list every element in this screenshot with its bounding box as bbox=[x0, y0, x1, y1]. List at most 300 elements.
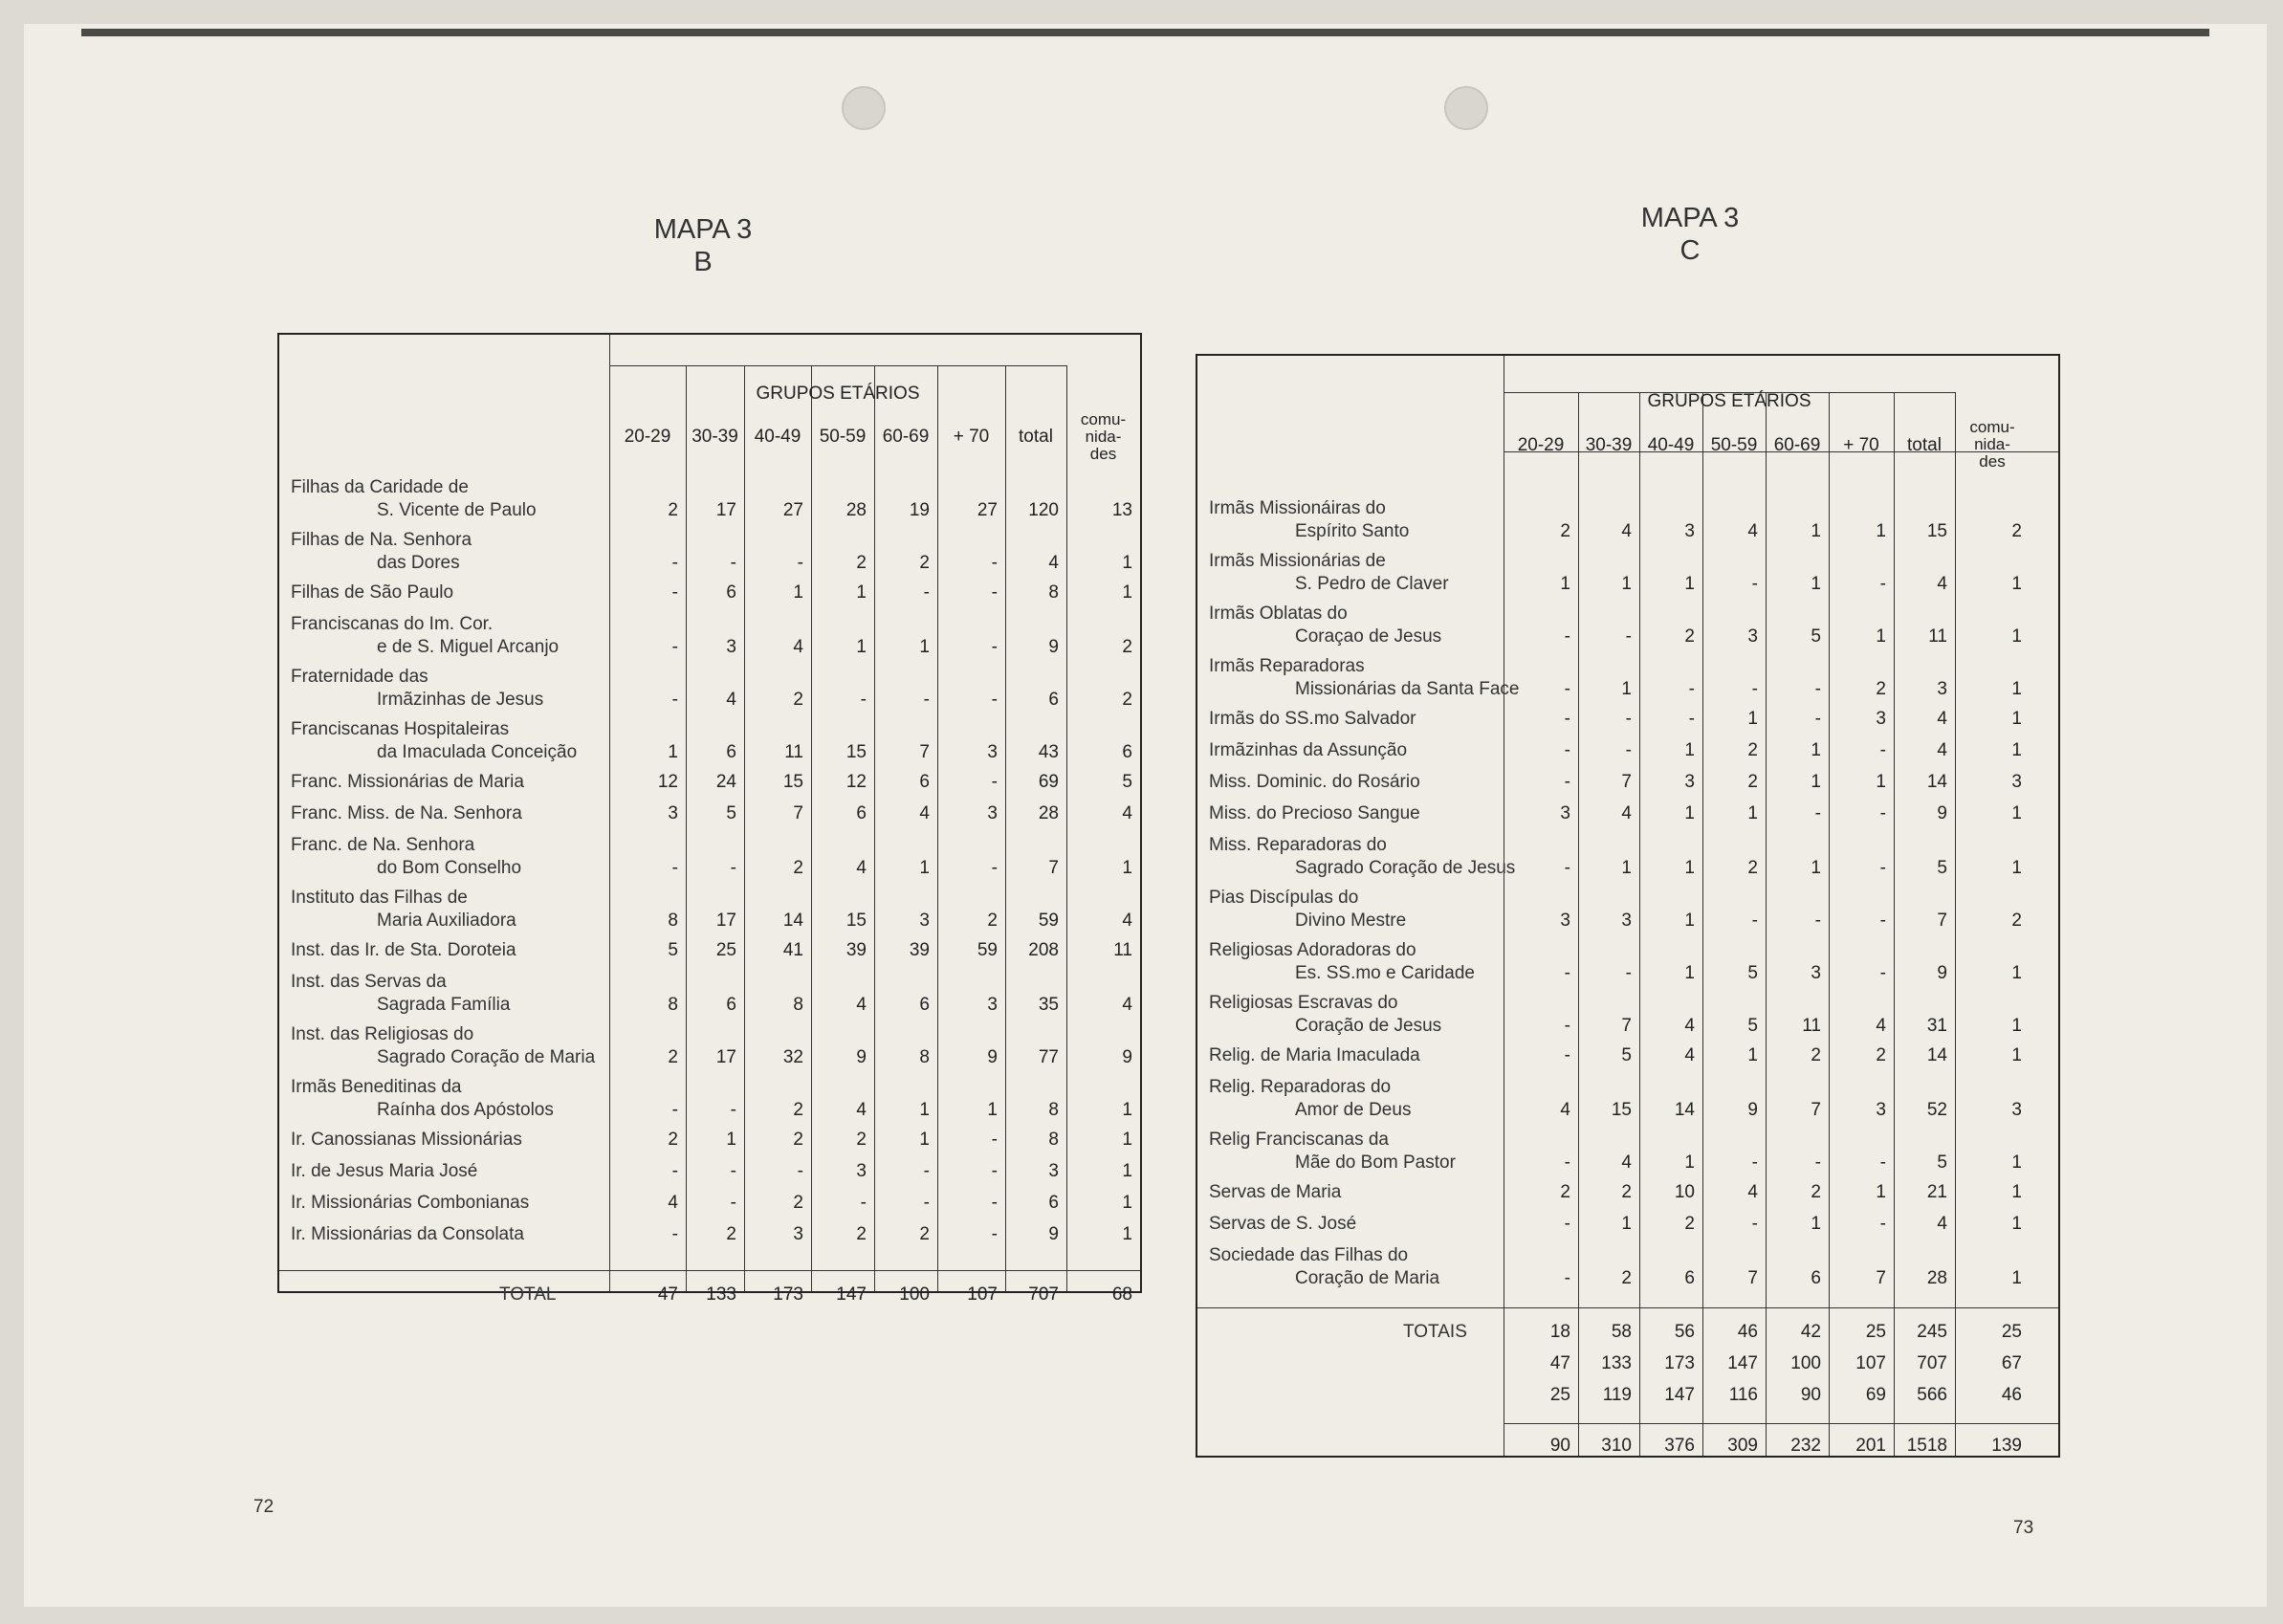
column-header-comunidades bbox=[1955, 419, 2030, 471]
table-cell: 1 bbox=[2011, 574, 2022, 594]
table-cell: 6 bbox=[1811, 1268, 1821, 1288]
row-label bbox=[1209, 708, 1416, 731]
table-cell: 1 bbox=[2011, 740, 2022, 760]
row-label bbox=[291, 666, 543, 712]
totals-cell: 147 bbox=[836, 1284, 867, 1305]
row-label-line: S. Pedro de Claver bbox=[1295, 574, 1449, 594]
table-cell: 1 bbox=[1560, 574, 1570, 594]
grand-total-cell: 201 bbox=[1855, 1436, 1886, 1456]
table-cell: 1 bbox=[2011, 1152, 2022, 1173]
row-label-line: Ir. de Jesus Maria José bbox=[291, 1161, 478, 1181]
table-cell: 1 bbox=[1747, 1045, 1758, 1065]
table-cell: 11 bbox=[784, 742, 803, 762]
table-cell: 59 bbox=[1038, 911, 1059, 931]
grand-total-cell: 139 bbox=[1991, 1436, 2022, 1456]
table-cell: - bbox=[1564, 1152, 1570, 1173]
table-cell: 28 bbox=[1038, 803, 1059, 823]
left-page-number: 72 bbox=[253, 1497, 274, 1517]
table-cell: - bbox=[923, 690, 930, 710]
row-label-line: da Imaculada Conceição bbox=[377, 742, 578, 762]
row-label bbox=[291, 613, 559, 659]
column-header-part: des bbox=[1089, 445, 1117, 463]
totals-cell: 119 bbox=[1602, 1385, 1632, 1405]
column-header: 40-49 bbox=[754, 427, 801, 447]
row-label bbox=[291, 971, 510, 1017]
table-cell: 1 bbox=[1747, 709, 1758, 729]
row-label bbox=[1209, 834, 1515, 880]
table-cell: 1 bbox=[1122, 553, 1132, 573]
row-label-line: S. Vicente de Paulo bbox=[377, 500, 537, 520]
totals-cell: 107 bbox=[967, 1284, 998, 1305]
grand-total-cell: 310 bbox=[1601, 1436, 1632, 1456]
table-cell: 7 bbox=[1048, 858, 1059, 878]
table-cell: 27 bbox=[977, 500, 998, 520]
totals-cell: 47 bbox=[1549, 1353, 1570, 1373]
totals-cell: 147 bbox=[1727, 1353, 1758, 1373]
row-label-line: Relig Franciscanas da bbox=[1209, 1130, 1389, 1150]
row-label bbox=[1209, 771, 1420, 794]
row-label bbox=[291, 718, 577, 764]
table-cell: 2 bbox=[2011, 911, 2022, 931]
row-label-line: Irmãzinhas de Jesus bbox=[377, 690, 544, 710]
table-cell: 3 bbox=[726, 637, 736, 657]
table-cell: 9 bbox=[1747, 1100, 1758, 1120]
table-cell: - bbox=[1751, 1152, 1758, 1173]
row-label-line: Inst. das Ir. de Sta. Doroteia bbox=[291, 940, 516, 960]
right-title-text: MAPA 3 bbox=[1640, 203, 1740, 233]
totals-cell: 25 bbox=[2001, 1322, 2022, 1342]
grand-total-cell: 309 bbox=[1727, 1436, 1758, 1456]
table-cell: 12 bbox=[657, 772, 678, 792]
table-cell: 4 bbox=[1122, 803, 1132, 823]
table-cell: 1 bbox=[1621, 574, 1632, 594]
table-cell: - bbox=[991, 772, 998, 792]
totals-cell: 67 bbox=[2001, 1353, 2022, 1373]
table-cell: 4 bbox=[668, 1193, 678, 1213]
row-label-line: Fraternidade das bbox=[291, 667, 428, 687]
row-label-line: Religiosas Escravas do bbox=[1209, 993, 1398, 1013]
row-label bbox=[1209, 1129, 1456, 1174]
table-cell: 1 bbox=[1811, 858, 1821, 878]
table-cell: 6 bbox=[1122, 742, 1132, 762]
table-cell: 4 bbox=[1937, 1214, 1947, 1234]
table-cell: - bbox=[1564, 1045, 1570, 1065]
totals-cell: 69 bbox=[1865, 1385, 1886, 1405]
top-edge-line bbox=[81, 29, 2209, 36]
table-cell: 2 bbox=[1621, 1182, 1632, 1202]
table-cell: 14 bbox=[1674, 1100, 1695, 1120]
row-label-line: Irmãs Missionáiras do bbox=[1209, 498, 1386, 518]
table-cell: 32 bbox=[782, 1047, 803, 1067]
table-cell: 11 bbox=[1928, 626, 1947, 647]
table-cell: 2 bbox=[793, 1193, 803, 1213]
table-cell: 2 bbox=[793, 690, 803, 710]
table-cell: - bbox=[1879, 740, 1886, 760]
totals-cell: 58 bbox=[1611, 1322, 1632, 1342]
table-cell: 2 bbox=[1560, 521, 1570, 541]
table-cell: 4 bbox=[1048, 553, 1059, 573]
table-cell: 1 bbox=[726, 1130, 736, 1150]
table-cell: 4 bbox=[856, 995, 867, 1015]
table-cell: 4 bbox=[1621, 1152, 1632, 1173]
row-label bbox=[291, 1076, 554, 1122]
group-header: GRUPOS ETÁRIOS bbox=[756, 384, 920, 404]
row-label bbox=[291, 802, 522, 825]
table-cell: 7 bbox=[793, 803, 803, 823]
left-map-title bbox=[607, 213, 799, 278]
table-cell: - bbox=[1751, 1214, 1758, 1234]
table-cell: 4 bbox=[1747, 521, 1758, 541]
table-cell: 120 bbox=[1028, 500, 1059, 520]
table-cell: 1 bbox=[2011, 1045, 2022, 1065]
table-cell: 5 bbox=[1747, 963, 1758, 983]
table-cell: 2 bbox=[793, 858, 803, 878]
row-label bbox=[1209, 1244, 1439, 1290]
table-cell: 1 bbox=[1122, 1130, 1132, 1150]
scanned-page bbox=[24, 24, 2267, 1607]
table-cell: - bbox=[671, 553, 678, 573]
column-header-part: comu- bbox=[1080, 410, 1127, 428]
table-cell: 1 bbox=[2011, 803, 2022, 823]
table-cell: 1 bbox=[919, 1100, 930, 1120]
table-cell: 2 bbox=[793, 1130, 803, 1150]
row-label-line: Sociedade das Filhas do bbox=[1209, 1245, 1409, 1265]
table-cell: - bbox=[923, 582, 930, 603]
column-header: + 70 bbox=[1843, 435, 1879, 455]
table-cell: 77 bbox=[1038, 1047, 1059, 1067]
row-label-line: Divino Mestre bbox=[1295, 911, 1407, 931]
table-cell: - bbox=[1814, 709, 1821, 729]
row-label-line: Maria Auxiliadora bbox=[377, 911, 516, 931]
table-cell: 1 bbox=[856, 582, 867, 603]
table-cell: 3 bbox=[1876, 709, 1886, 729]
table-cell: 3 bbox=[1684, 772, 1695, 792]
table-cell: 1 bbox=[987, 1100, 998, 1120]
row-label-line: Ir. Canossianas Missionárias bbox=[291, 1130, 522, 1150]
column-header: 50-59 bbox=[1710, 435, 1758, 455]
row-label bbox=[291, 1023, 595, 1069]
table-cell: 7 bbox=[1811, 1100, 1821, 1120]
totals-cell: 107 bbox=[1855, 1353, 1886, 1373]
table-cell: 9 bbox=[1048, 637, 1059, 657]
table-cell: 4 bbox=[1122, 995, 1132, 1015]
table-cell: 1 bbox=[919, 637, 930, 657]
table-cell: 5 bbox=[1937, 1152, 1947, 1173]
row-label-line: Filhas de Na. Senhora bbox=[291, 530, 472, 550]
row-label-line: Coração de Jesus bbox=[1295, 1016, 1442, 1036]
table-cell: - bbox=[1625, 740, 1632, 760]
right-age-table bbox=[1196, 354, 2060, 1458]
table-cell: 1 bbox=[1122, 582, 1132, 603]
row-label-line: do Bom Conselho bbox=[377, 858, 522, 878]
table-cell: 69 bbox=[1038, 772, 1059, 792]
right-map-title bbox=[1594, 202, 1786, 267]
table-cell: 1 bbox=[2011, 626, 2022, 647]
table-cell: 17 bbox=[715, 1047, 736, 1067]
table-cell: - bbox=[860, 1193, 867, 1213]
table-cell: - bbox=[1564, 679, 1570, 699]
table-cell: - bbox=[1564, 626, 1570, 647]
column-header: 50-59 bbox=[819, 427, 867, 447]
totals-cell: 68 bbox=[1111, 1284, 1132, 1305]
row-label bbox=[291, 834, 521, 880]
table-cell: 5 bbox=[1122, 772, 1132, 792]
table-cell: 3 bbox=[1876, 1100, 1886, 1120]
row-label-line: Irmãs Oblatas do bbox=[1209, 604, 1348, 624]
column-header-part: nida- bbox=[1085, 428, 1122, 446]
row-label bbox=[1209, 992, 1441, 1038]
table-cell: 8 bbox=[668, 995, 678, 1015]
table-cell: 1 bbox=[668, 742, 678, 762]
grand-total-cell: 90 bbox=[1549, 1436, 1570, 1456]
column-header: 30-39 bbox=[1585, 435, 1633, 455]
table-cell: 3 bbox=[987, 995, 998, 1015]
table-cell: 8 bbox=[919, 1047, 930, 1067]
totals-cell: 116 bbox=[1728, 1385, 1758, 1405]
table-cell: 2 bbox=[793, 1100, 803, 1120]
table-cell: 2 bbox=[668, 1130, 678, 1150]
table-cell: 2 bbox=[1560, 1182, 1570, 1202]
table-cell: - bbox=[1625, 626, 1632, 647]
table-cell: 5 bbox=[726, 803, 736, 823]
table-cell: 3 bbox=[2011, 1100, 2022, 1120]
table-cell: - bbox=[991, 1130, 998, 1150]
table-cell: 10 bbox=[1674, 1182, 1695, 1202]
table-cell: - bbox=[730, 1100, 736, 1120]
table-cell: 4 bbox=[1122, 911, 1132, 931]
column-header: total bbox=[1907, 435, 1942, 455]
table-cell: - bbox=[730, 1161, 736, 1181]
row-label-line: Miss. do Precioso Sangue bbox=[1209, 803, 1420, 823]
row-label-line: Filhas da Caridade de bbox=[291, 477, 469, 497]
table-cell: 35 bbox=[1038, 995, 1059, 1015]
table-cell: 14 bbox=[782, 911, 803, 931]
table-cell: 9 bbox=[1048, 1224, 1059, 1244]
table-cell: - bbox=[991, 1224, 998, 1244]
table-cell: 2 bbox=[1684, 626, 1695, 647]
table-cell: - bbox=[1688, 679, 1695, 699]
table-cell: 1 bbox=[1621, 858, 1632, 878]
table-cell: 14 bbox=[1926, 772, 1947, 792]
table-cell: - bbox=[923, 1161, 930, 1181]
totals-divider bbox=[1197, 1307, 2058, 1308]
right-subtitle-text: C bbox=[1679, 235, 1701, 266]
table-cell: 8 bbox=[1048, 1100, 1059, 1120]
table-cell: 2 bbox=[919, 1224, 930, 1244]
table-cell: 1 bbox=[2011, 679, 2022, 699]
column-header: + 70 bbox=[953, 427, 990, 447]
table-cell: 6 bbox=[1684, 1268, 1695, 1288]
row-label bbox=[1209, 1213, 1356, 1236]
table-cell: - bbox=[797, 1161, 803, 1181]
table-cell: 8 bbox=[1048, 582, 1059, 603]
table-cell: 7 bbox=[1876, 1268, 1886, 1288]
left-subtitle-text: B bbox=[693, 247, 713, 277]
table-cell: 4 bbox=[1937, 709, 1947, 729]
column-header-comunidades bbox=[1066, 411, 1140, 463]
table-cell: 3 bbox=[793, 1224, 803, 1244]
table-cell: 2 bbox=[1122, 637, 1132, 657]
table-cell: 3 bbox=[987, 742, 998, 762]
table-cell: 2 bbox=[856, 1224, 867, 1244]
row-label-line: Ir. Missionárias da Consolata bbox=[291, 1224, 524, 1244]
table-cell: 1 bbox=[1876, 1182, 1886, 1202]
column-header: total bbox=[1019, 427, 1053, 447]
totals-cell: 173 bbox=[773, 1284, 803, 1305]
table-cell: - bbox=[1564, 772, 1570, 792]
row-label bbox=[1209, 1076, 1411, 1122]
totals-cell: 133 bbox=[1601, 1353, 1632, 1373]
totals-cell: 46 bbox=[2001, 1385, 2022, 1405]
table-cell: 12 bbox=[845, 772, 867, 792]
table-cell: - bbox=[1879, 1214, 1886, 1234]
row-label-line: Franciscanas Hospitaleiras bbox=[291, 719, 510, 739]
table-cell: 3 bbox=[856, 1161, 867, 1181]
row-label-line: Espírito Santo bbox=[1295, 521, 1410, 541]
table-cell: 8 bbox=[668, 911, 678, 931]
table-cell: 1 bbox=[1684, 858, 1695, 878]
row-label-line: Coraçao de Jesus bbox=[1295, 626, 1442, 647]
row-label-line: Es. SS.mo e Caridade bbox=[1295, 963, 1475, 983]
left-title-text: MAPA 3 bbox=[653, 214, 753, 245]
table-cell: - bbox=[1564, 858, 1570, 878]
table-cell: 4 bbox=[1621, 803, 1632, 823]
totals-label: TOTAL bbox=[499, 1284, 557, 1305]
table-cell: 3 bbox=[1621, 911, 1632, 931]
row-label bbox=[1209, 497, 1409, 543]
table-cell: 2 bbox=[1621, 1268, 1632, 1288]
table-cell: 1 bbox=[1811, 1214, 1821, 1234]
table-cell: 1 bbox=[1684, 740, 1695, 760]
table-cell: 17 bbox=[715, 911, 736, 931]
table-cell: 9 bbox=[987, 1047, 998, 1067]
table-cell: 9 bbox=[856, 1047, 867, 1067]
table-cell: 4 bbox=[1560, 1100, 1570, 1120]
row-label bbox=[1209, 887, 1406, 933]
table-cell: 59 bbox=[977, 940, 998, 960]
table-cell: - bbox=[671, 1100, 678, 1120]
row-label bbox=[1209, 1181, 1341, 1204]
row-label-line: Irmãs Missionárias de bbox=[1209, 551, 1386, 571]
table-cell: 1 bbox=[2011, 963, 2022, 983]
table-cell: 6 bbox=[726, 995, 736, 1015]
table-cell: 6 bbox=[1048, 1193, 1059, 1213]
totals-cell: 100 bbox=[1790, 1353, 1821, 1373]
table-cell: 2 bbox=[1747, 740, 1758, 760]
table-cell: - bbox=[991, 1193, 998, 1213]
row-label-line: Irmãs Beneditinas da bbox=[291, 1077, 462, 1097]
totals-cell: 25 bbox=[1549, 1385, 1570, 1405]
table-cell: - bbox=[991, 637, 998, 657]
table-cell: - bbox=[671, 637, 678, 657]
table-cell: 3 bbox=[1747, 626, 1758, 647]
row-label-line: Irmãzinhas da Assunção bbox=[1209, 740, 1408, 760]
table-cell: 39 bbox=[845, 940, 867, 960]
table-cell: - bbox=[671, 690, 678, 710]
row-label-line: Inst. das Religiosas do bbox=[291, 1024, 474, 1044]
table-cell: - bbox=[730, 858, 736, 878]
table-cell: 1 bbox=[1621, 679, 1632, 699]
column-header: 20-29 bbox=[1517, 435, 1565, 455]
table-cell: - bbox=[1879, 803, 1886, 823]
totals-cell: 90 bbox=[1800, 1385, 1821, 1405]
table-cell: 6 bbox=[726, 742, 736, 762]
table-cell: - bbox=[730, 553, 736, 573]
table-cell: 9 bbox=[1122, 1047, 1132, 1067]
table-cell: 1 bbox=[856, 637, 867, 657]
table-cell: 1 bbox=[1684, 1152, 1695, 1173]
table-cell: - bbox=[1564, 1268, 1570, 1288]
table-cell: 41 bbox=[782, 940, 803, 960]
row-label-line: Filhas de São Paulo bbox=[291, 582, 454, 603]
table-cell: 4 bbox=[1621, 521, 1632, 541]
row-label-line: das Dores bbox=[377, 553, 460, 573]
table-cell: 4 bbox=[1684, 1045, 1695, 1065]
table-cell: 3 bbox=[987, 803, 998, 823]
totals-cell: 707 bbox=[1028, 1284, 1059, 1305]
row-label-line: Amor de Deus bbox=[1295, 1100, 1412, 1120]
table-cell: 21 bbox=[1926, 1182, 1947, 1202]
table-cell: 2 bbox=[668, 1047, 678, 1067]
punch-hole-left bbox=[842, 86, 886, 130]
row-label-line: Sagrada Família bbox=[377, 995, 511, 1015]
totals-cell: 18 bbox=[1549, 1322, 1570, 1342]
table-cell: - bbox=[991, 858, 998, 878]
row-label-line: Instituto das Filhas de bbox=[291, 888, 468, 908]
row-label bbox=[1209, 739, 1407, 762]
table-cell: - bbox=[1879, 574, 1886, 594]
table-cell: - bbox=[671, 582, 678, 603]
left-age-table bbox=[277, 333, 1142, 1305]
table-cell: 7 bbox=[1937, 911, 1947, 931]
table-cell: 1 bbox=[1122, 1161, 1132, 1181]
column-header: 60-69 bbox=[1773, 435, 1821, 455]
table-cell: - bbox=[991, 690, 998, 710]
table-cell: 1 bbox=[1811, 740, 1821, 760]
table-cell: 2 bbox=[726, 1224, 736, 1244]
table-cell: 8 bbox=[793, 995, 803, 1015]
table-cell: 28 bbox=[1926, 1268, 1947, 1288]
totals-cell: 100 bbox=[899, 1284, 930, 1305]
table-cell: - bbox=[1879, 911, 1886, 931]
table-cell: 39 bbox=[909, 940, 930, 960]
row-label-line: Coração de Maria bbox=[1295, 1268, 1440, 1288]
row-label-line: Inst. das Servas da bbox=[291, 972, 447, 992]
totals-cell: 56 bbox=[1674, 1322, 1695, 1342]
table-cell: 3 bbox=[668, 803, 678, 823]
column-header: 40-49 bbox=[1647, 435, 1695, 455]
row-label-line: Mãe do Bom Pastor bbox=[1295, 1152, 1456, 1173]
table-cell: 14 bbox=[1926, 1045, 1947, 1065]
table-cell: 6 bbox=[1048, 690, 1059, 710]
table-cell: 31 bbox=[1926, 1016, 1947, 1036]
table-cell: - bbox=[1564, 740, 1570, 760]
table-cell: 11 bbox=[1113, 940, 1132, 960]
row-label-line: Sagrado Coração de Jesus bbox=[1295, 858, 1516, 878]
row-label bbox=[1209, 802, 1420, 825]
table-cell: 5 bbox=[1937, 858, 1947, 878]
row-label bbox=[291, 887, 516, 933]
row-label bbox=[1209, 655, 1519, 701]
table-cell: 4 bbox=[1876, 1016, 1886, 1036]
totals-cell: 173 bbox=[1664, 1353, 1695, 1373]
table-cell: 3 bbox=[1560, 911, 1570, 931]
table-cell: 15 bbox=[782, 772, 803, 792]
table-cell: - bbox=[1564, 1214, 1570, 1234]
table-cell: 2 bbox=[856, 553, 867, 573]
grand-total-cell: 1518 bbox=[1906, 1436, 1947, 1456]
table-cell: 4 bbox=[793, 637, 803, 657]
